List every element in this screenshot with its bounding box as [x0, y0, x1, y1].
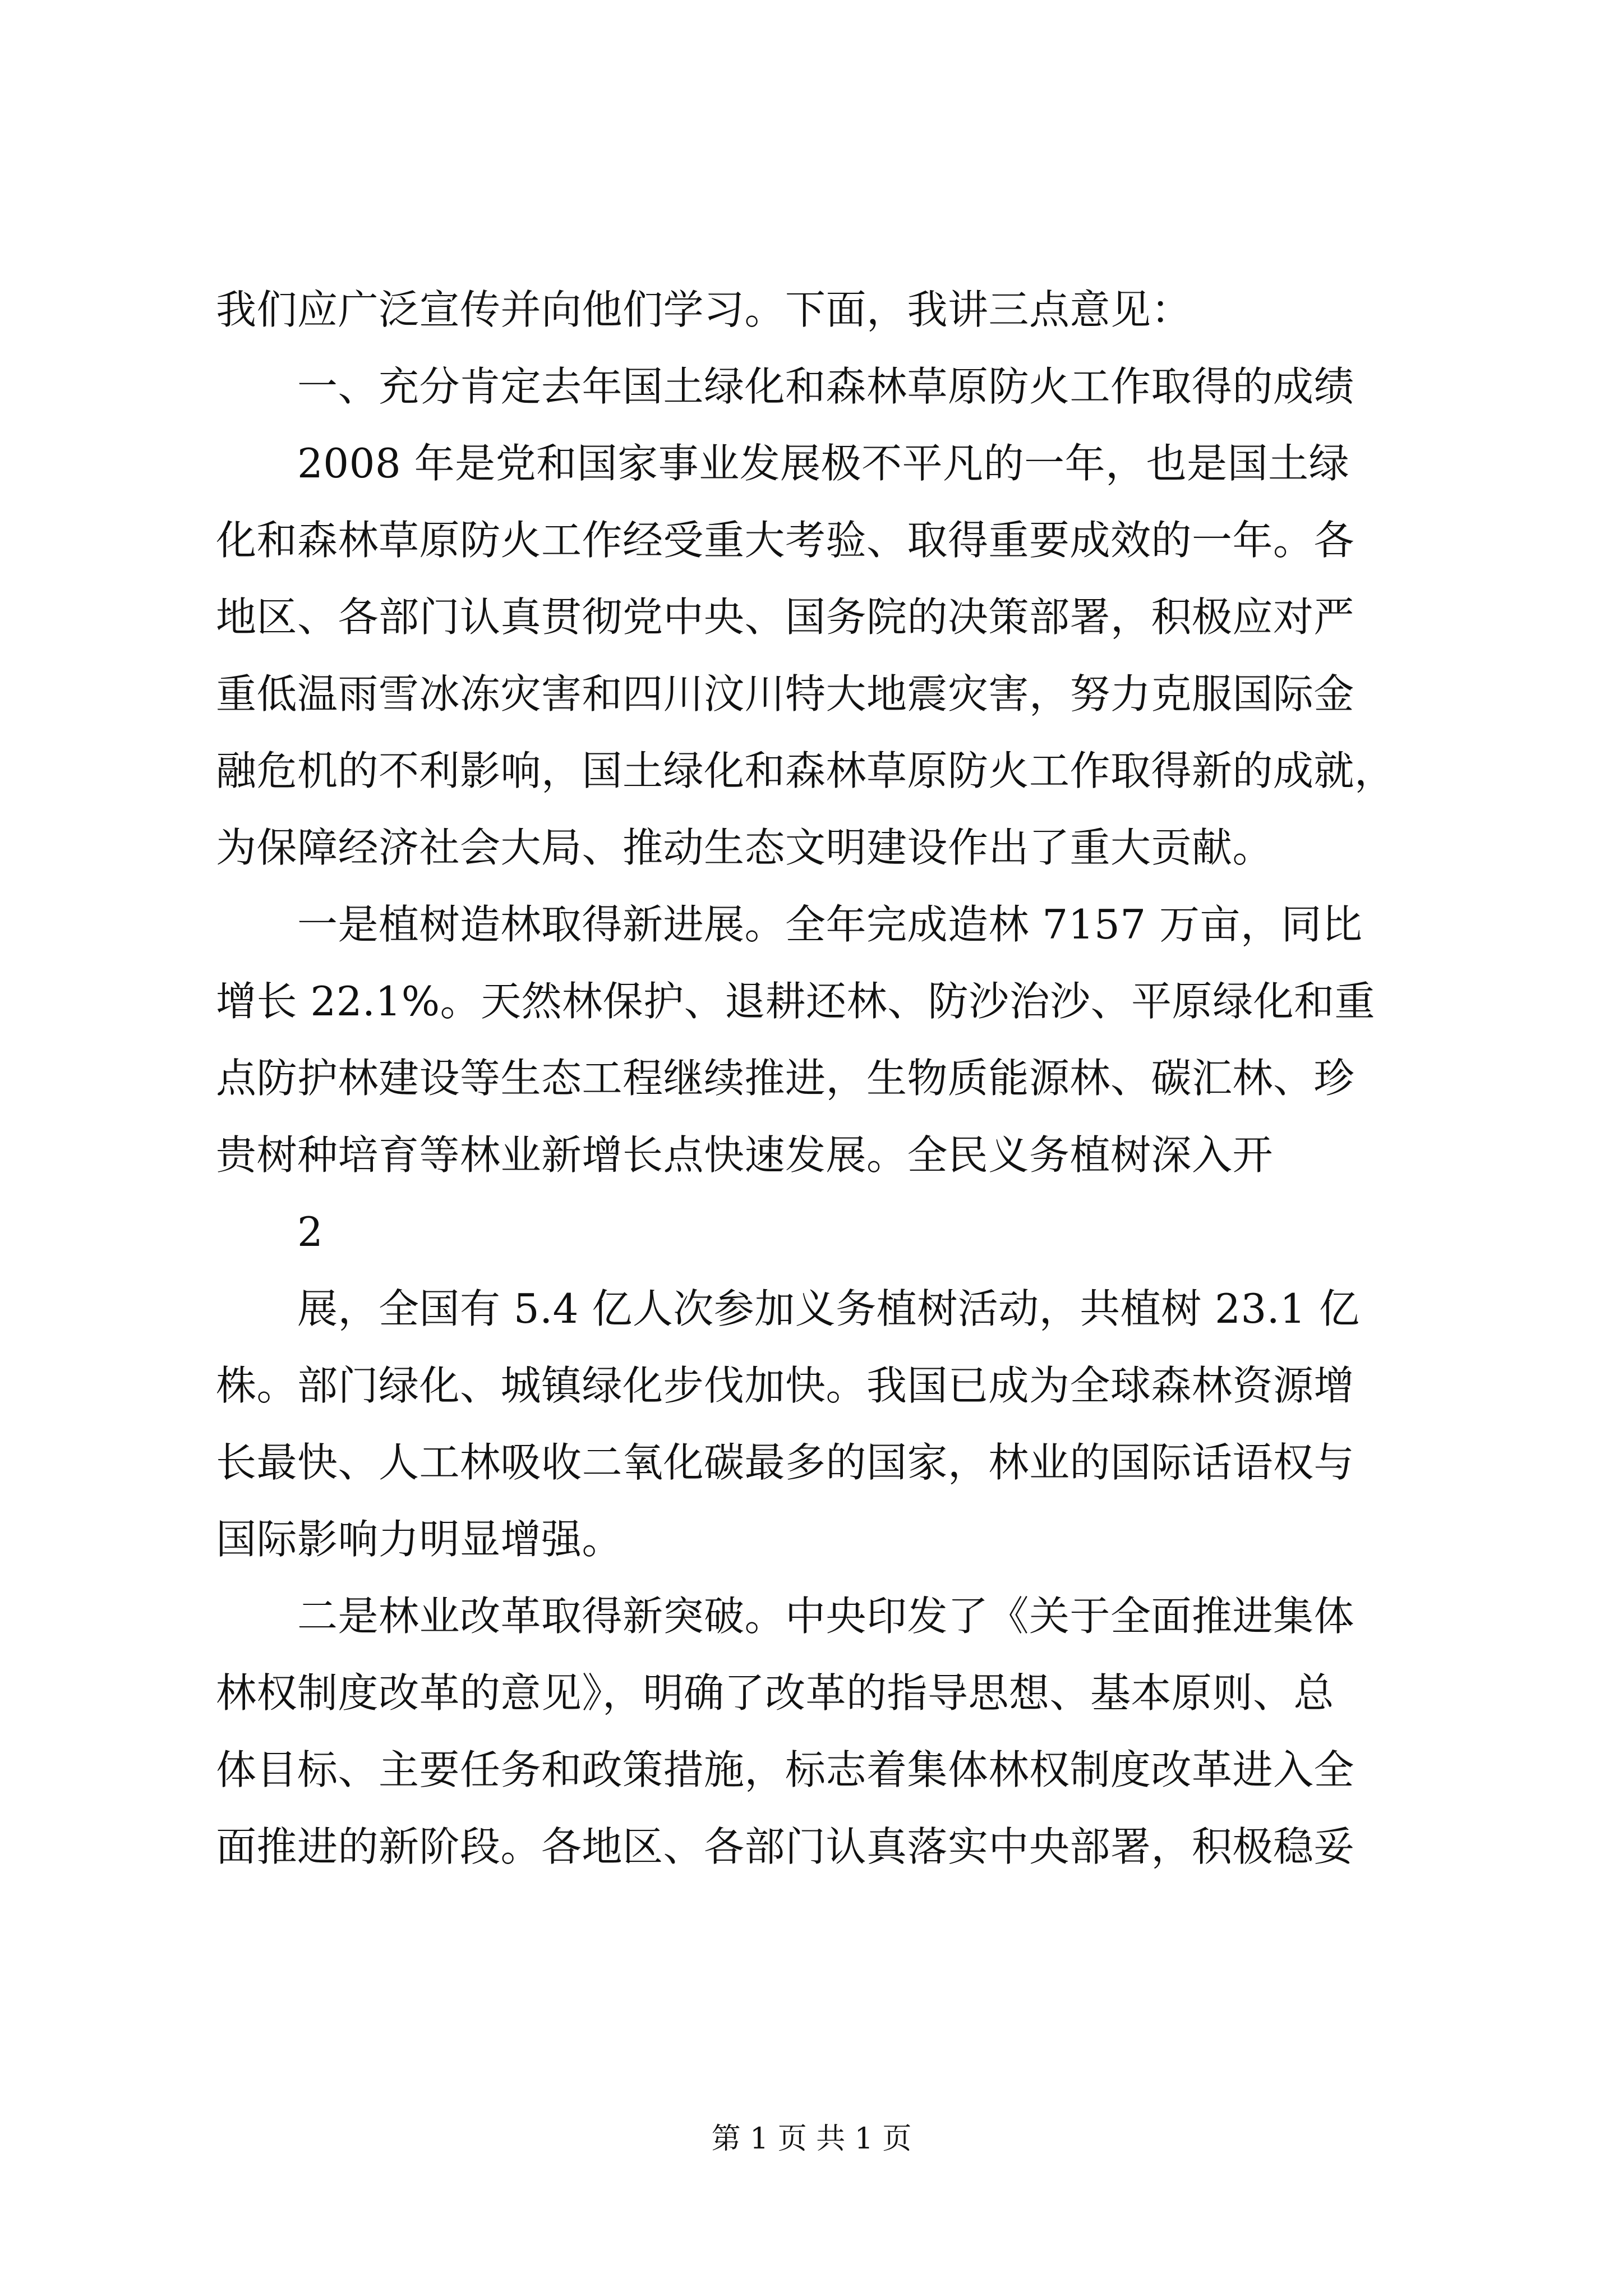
- text-line: 长最快、人工林吸收二氧化碳最多的国家，林业的国际话语权与: [216, 1439, 1355, 1486]
- text-line: 增长 22.1%。天然林保护、退耕还林、防沙治沙、平原绿化和重: [216, 978, 1376, 1025]
- text-line: 面推进的新阶段。各地区、各部门认真落实中央部署，积极稳妥: [216, 1823, 1355, 1870]
- text-line: 重低温雨雪冰冻灾害和四川汶川特大地震灾害，努力克服国际金: [216, 670, 1355, 717]
- text-line: 林权制度改革的意见》，明确了改革的指导思想、基本原则、总: [216, 1669, 1335, 1717]
- text-line: 我们应广泛宣传并向他们学习。下面，我讲三点意见：: [216, 286, 1192, 333]
- page-footer: 第 1 页 共 1 页: [711, 2122, 912, 2156]
- inline-page-number: 2: [297, 1208, 324, 1255]
- text-line: 株。部门绿化、城镇绿化步伐加快。我国已成为全球森林资源增: [216, 1362, 1355, 1409]
- text-line: 二是林业改革取得新突破。中央印发了《关于全面推进集体: [297, 1593, 1355, 1640]
- section-heading: 一、充分肯定去年国土绿化和森林草原防火工作取得的成绩: [297, 363, 1355, 410]
- text-line: 一是植树造林取得新进展。全年完成造林 7157 万亩，同比: [297, 901, 1363, 948]
- text-line: 融危机的不利影响，国土绿化和森林草原防火工作取得新的成就，: [216, 747, 1395, 794]
- text-line: 2008 年是党和国家事业发展极不平凡的一年，也是国土绿: [297, 440, 1350, 487]
- text-line: 化和森林草原防火工作经受重大考验、取得重要成效的一年。各: [216, 517, 1355, 564]
- text-line: 地区、各部门认真贯彻党中央、国务院的决策部署，积极应对严: [216, 593, 1355, 641]
- text-line: 点防护林建设等生态工程继续推进，生物质能源林、碳汇林、珍: [216, 1055, 1355, 1102]
- text-line: 体目标、主要任务和政策措施，标志着集体林权制度改革进入全: [216, 1746, 1355, 1793]
- text-line: 国际影响力明显增强。: [216, 1516, 623, 1563]
- text-line: 贵树种培育等林业新增长点快速发展。全民义务植树深入开: [216, 1131, 1274, 1179]
- text-line: 为保障经济社会大局、推动生态文明建设作出了重大贡献。: [216, 824, 1274, 871]
- text-line: 展，全国有 5.4 亿人次参加义务植树活动，共植树 23.1 亿: [297, 1285, 1360, 1332]
